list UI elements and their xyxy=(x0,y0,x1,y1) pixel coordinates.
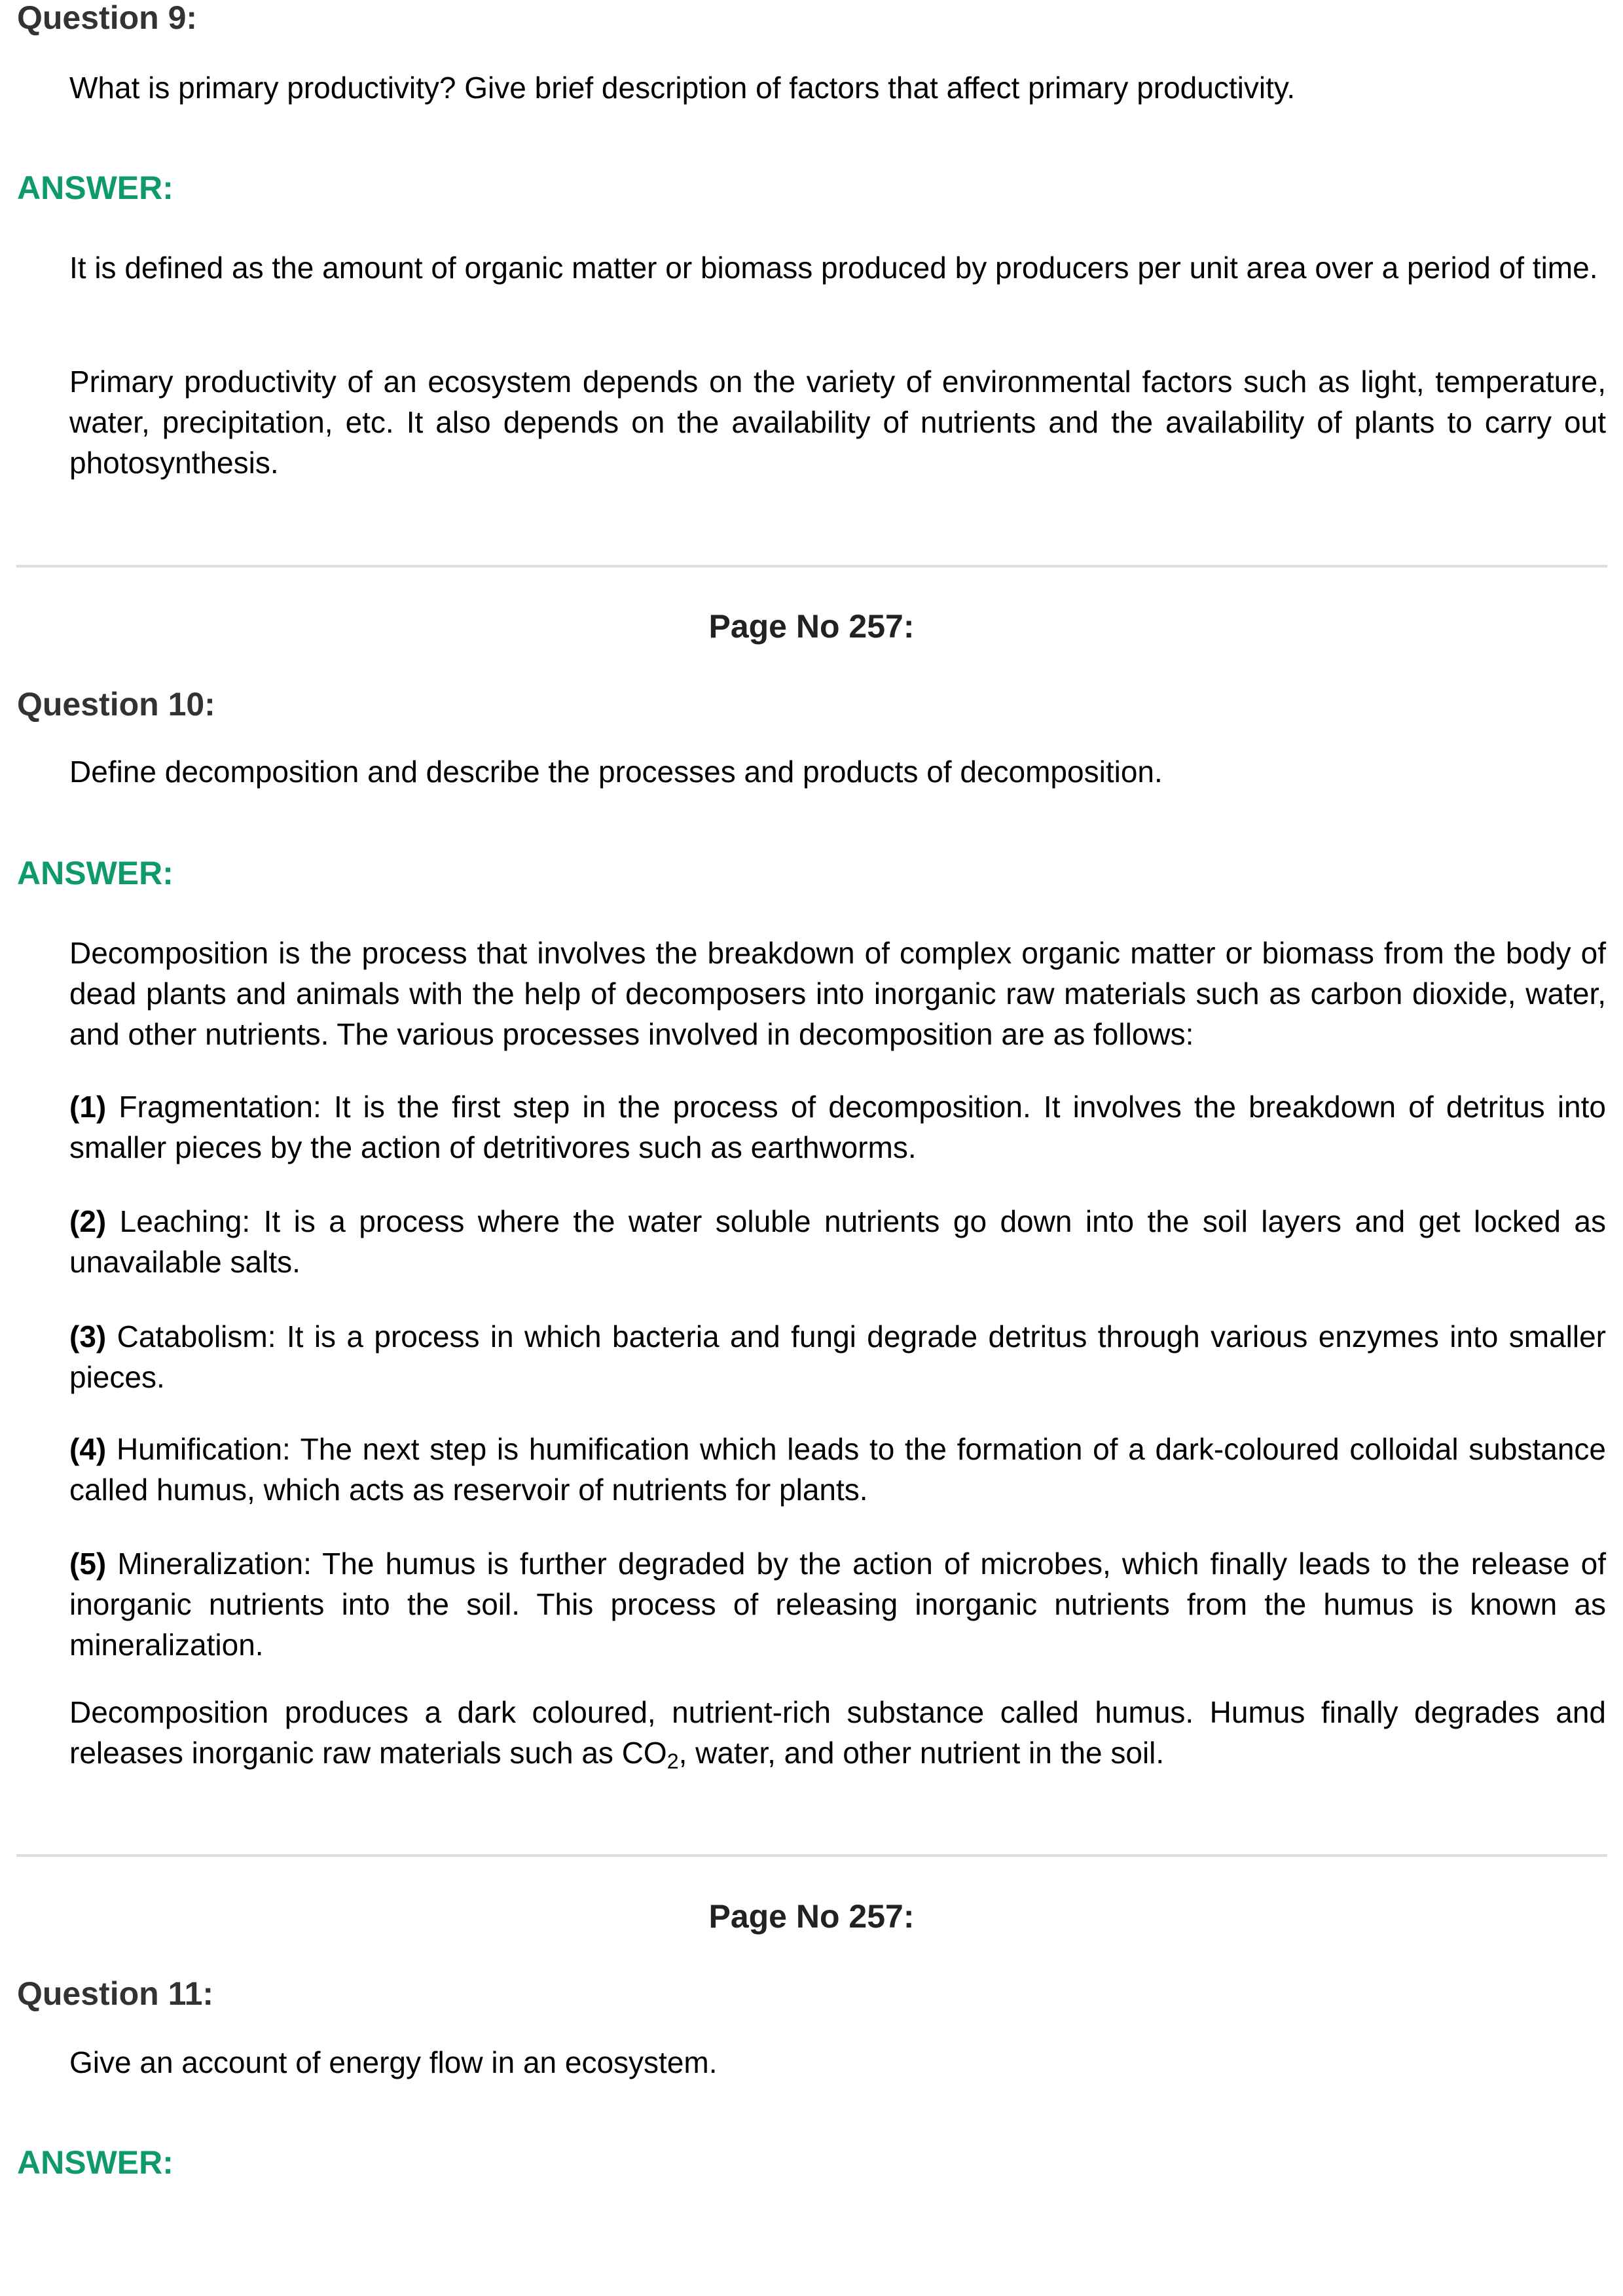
conclusion-text-start: Decomposition produces a dark coloured, nutrient-rich substance called humus. Humus finally degrades and releases inorganic raw materials such as CO xyxy=(69,1695,1606,1770)
question-10-text: Define decomposition and describe the processes and products of decomposition. xyxy=(69,755,1163,789)
decomposition-step-4 xyxy=(69,1429,1606,1510)
decomposition-step-1 xyxy=(69,1086,1606,1168)
conclusion-text-end: , water, and other nutrient in the soil. xyxy=(678,1736,1165,1770)
step-number: (4) xyxy=(69,1432,107,1466)
answer-10-intro: Decomposition is the process that involves the breakdown of complex organic matter or biomass from the body of dead plants and animals with the help of decomposers into inorganic raw materials such as carbon dioxide, water, and other nutrients. The various processes involved in decomposition are as follows: xyxy=(69,936,1606,1051)
co2-subscript: 2 xyxy=(666,1749,679,1774)
decomposition-step-3 xyxy=(69,1316,1606,1397)
step-text: Mineralization: The humus is further degraded by the action of microbes, which finally leads to the release of inorganic nutrients into the soil. This process of releasing inorganic nutrients from the humus is known as mineralization. xyxy=(69,1547,1606,1662)
decomposition-step-5 xyxy=(69,1543,1606,1665)
step-number: (3) xyxy=(69,1319,107,1354)
section-divider xyxy=(16,1854,1607,1857)
step-number: (5) xyxy=(69,1547,107,1581)
step-text: Catabolism: It is a process in which bacteria and fungi degrade detritus through various enzymes into smaller pieces. xyxy=(69,1319,1606,1394)
question-9-text: What is primary productivity? Give brief description of factors that affect primary productivity. xyxy=(69,71,1296,105)
answer-9-paragraph-1: It is defined as the amount of organic matter or biomass produced by producers per unit area over a period of time. xyxy=(69,251,1598,285)
question-11-text: Give an account of energy flow in an ecosystem. xyxy=(69,2045,718,2079)
answer-11-label: ANSWER: xyxy=(17,2144,173,2181)
answer-10-label: ANSWER: xyxy=(17,855,173,891)
page-number-heading: Page No 257: xyxy=(708,1898,915,1935)
step-text: Leaching: It is a process where the water soluble nutrients go down into the soil layers and get locked as unavailable salts. xyxy=(69,1204,1606,1279)
question-10-heading: Question 10: xyxy=(17,686,215,723)
answer-9-label: ANSWER: xyxy=(17,170,173,206)
decomposition-step-2 xyxy=(69,1201,1606,1282)
answer-9-paragraph-2: Primary productivity of an ecosystem depends on the variety of environmental factors such as light, temperature, water, precipitation, etc. It also depends on the availability of nutrients and the availability of plants to carry out photosynthesis. xyxy=(69,365,1606,480)
question-9-heading: Question 9: xyxy=(17,0,198,36)
step-number: (2) xyxy=(69,1204,107,1238)
section-divider xyxy=(16,565,1607,567)
question-11-heading: Question 11: xyxy=(17,1975,214,2012)
step-text: Humification: The next step is humification which leads to the formation of a dark-coloured colloidal substance called humus, which acts as reservoir of nutrients for plants. xyxy=(69,1432,1606,1507)
page-number-heading: Page No 257: xyxy=(708,608,915,645)
step-number: (1) xyxy=(69,1090,107,1124)
answer-10-conclusion xyxy=(69,1692,1606,1773)
step-text: Fragmentation: It is the first step in the process of decomposition. It involves the breakdown of detritus into smaller pieces by the action of detritivores such as earthworms. xyxy=(69,1090,1606,1164)
